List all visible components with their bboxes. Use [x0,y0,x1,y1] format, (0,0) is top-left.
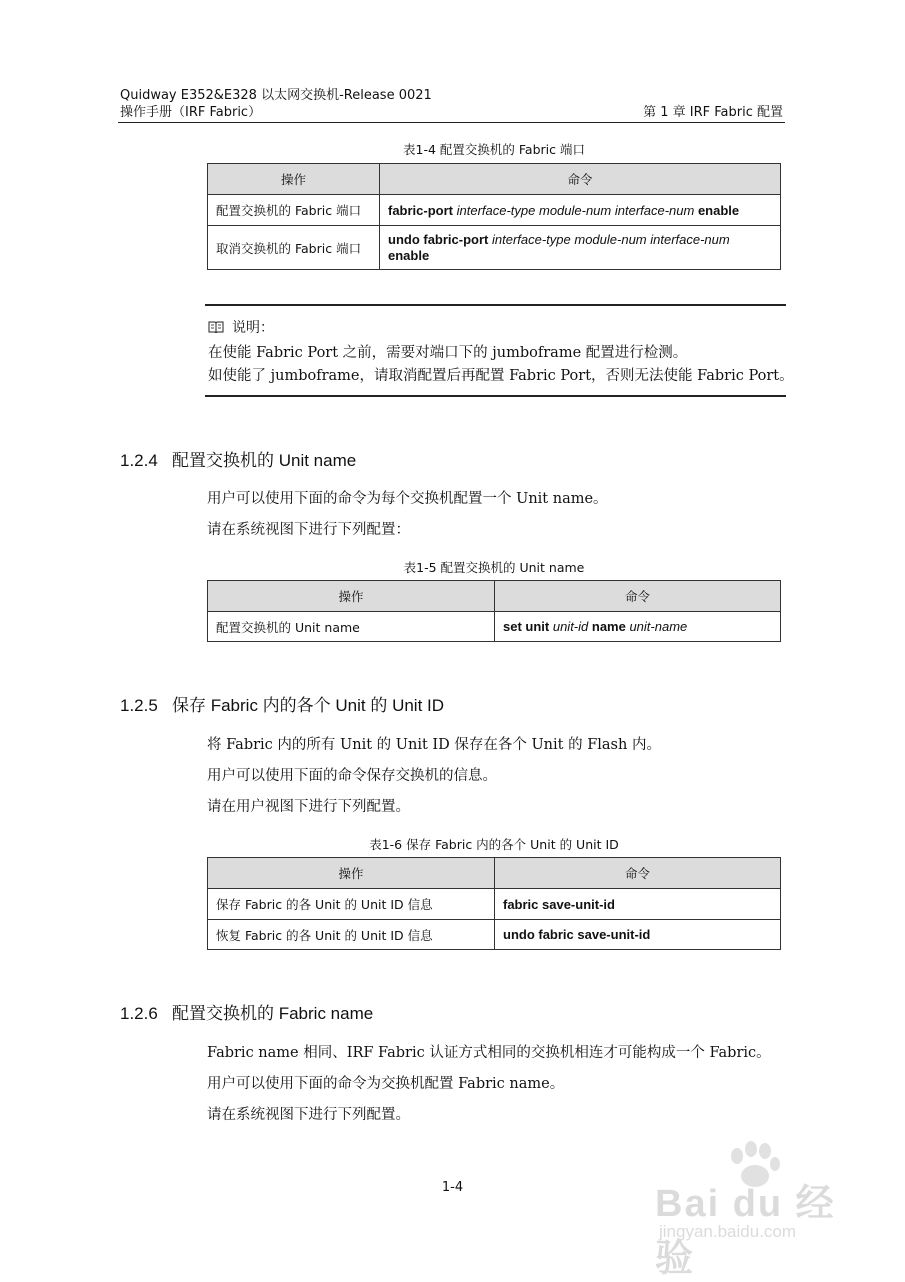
book-icon [208,320,224,333]
s126-para-2: 用户可以使用下面的命令为交换机配置 Fabric name。 [207,1076,565,1092]
table6-col-cmd: 命令 [495,858,781,889]
table6-row1-op: 保存 Fabric 的各 Unit 的 Unit ID 信息 [208,889,495,920]
header-manual: 操作手册（IRF Fabric） [120,105,262,120]
header-product: Quidway E352&E328 以太网交换机-Release 0021 [120,88,432,103]
header-chapter: 第 1 章 IRF Fabric 配置 [643,105,783,120]
table4 [207,163,781,270]
table6-row2-op: 恢复 Fabric 的各 Unit 的 Unit ID 信息 [208,920,495,950]
s126-para-3: 请在系统视图下进行下列配置。 [207,1107,410,1123]
table-row [208,920,781,950]
table-row [208,889,781,920]
table-row [208,195,781,226]
table4-row1-op: 配置交换机的 Fabric 端口 [208,195,380,226]
table6 [207,857,781,950]
table5-row1-cmd: set unit unit-id name unit-name [495,612,781,642]
table4-row2-op: 取消交换机的 Fabric 端口 [208,226,380,270]
note-line-1: 在使能 Fabric Port 之前，需要对端口下的 jumboframe 配置进行检测。 [208,345,688,361]
table4-row2-cmd: undo fabric-port interface-type module-num interface-num enable [380,226,781,270]
table4-col-op: 操作 [208,164,380,195]
note-title: 说明： [208,317,274,337]
table5-col-op: 操作 [208,581,495,612]
table5-caption: 表1-5 配置交换机的 Unit name [403,560,585,575]
section-1-2-6-heading: 1.2.6 配置交换机的 Fabric name [120,1004,374,1023]
table4-col-cmd: 命令 [380,164,781,195]
note-bottom-rule [205,395,786,397]
s126-para-1: Fabric name 相同、IRF Fabric 认证方式相同的交换机相连才可能构成一个 Fabric。 [207,1045,771,1061]
section-1-2-5-heading: 1.2.5 保存 Fabric 内的各个 Unit 的 Unit ID [120,696,445,715]
table-row [208,612,781,642]
table5-col-cmd: 命令 [495,581,781,612]
watermark-url: jingyan.baidu.com [659,1222,797,1241]
table6-row1-cmd: fabric save-unit-id [495,889,781,920]
note-top-rule [205,304,786,306]
note-line-2: 如使能了 jumboframe，请取消配置后再配置 Fabric Port，否则无法使能 Fabric Port。 [208,368,794,384]
table6-caption: 表1-6 保存 Fabric 内的各个 Unit 的 Unit ID [369,837,619,852]
section-1-2-4-heading: 1.2.4 配置交换机的 Unit name [120,451,357,470]
table6-col-op: 操作 [208,858,495,889]
table-row [208,226,781,270]
s125-para-1: 将 Fabric 内的所有 Unit 的 Unit ID 保存在各个 Unit 的 Flash 内。 [207,737,661,753]
table4-caption: 表1-4 配置交换机的 Fabric 端口 [403,142,585,157]
page-number: 1-4 [441,1180,464,1195]
table6-row2-cmd: undo fabric save-unit-id [495,920,781,950]
s125-para-3: 请在用户视图下进行下列配置。 [207,799,410,815]
table5-row1-op: 配置交换机的 Unit name [208,612,495,642]
table5 [207,580,781,642]
header-rule [118,122,785,123]
s124-para-2: 请在系统视图下进行下列配置： [207,522,410,538]
table4-row1-cmd: fabric-port interface-type module-num interface-num enable [380,195,781,226]
s124-para-1: 用户可以使用下面的命令为每个交换机配置一个 Unit name。 [207,491,608,507]
baidu-watermark [655,1140,855,1280]
s125-para-2: 用户可以使用下面的命令保存交换机的信息。 [207,768,497,784]
watermark-text: Bai du 经验 [655,1183,836,1280]
